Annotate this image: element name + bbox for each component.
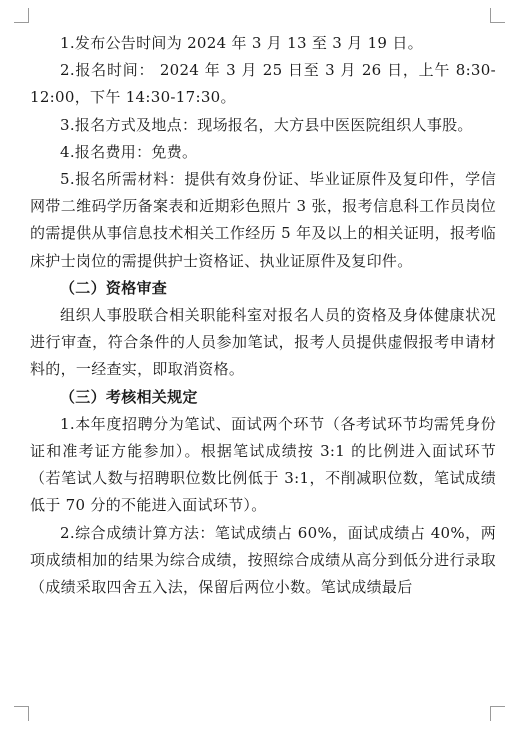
section-heading-assessment-rules: （三）考核相关规定 — [60, 387, 198, 406]
paragraph-qualification-review: 组织人事股联合相关职能科室对报名人员的资格及身体健康状况进行审查，符合条件的人员参加笔试，报考人员提供虚假报考申请材料的，一经查实，即取消资格。 — [30, 306, 496, 379]
page-corner-mark — [490, 8, 505, 23]
page-corner-mark — [14, 8, 29, 23]
paragraph-required-materials: 5.报名所需材料：提供有效身份证、毕业证原件及复印件，学信网带二维码学历备案表和近期彩色照片 3 张，报考信息科工作员岗位的需提供从事信息技术相关工作经历 5 年及以上的相关证明，报考临床护士岗位的需提供护士资格证、执业证原件及复印件。 — [30, 170, 496, 270]
page-corner-mark — [490, 706, 505, 721]
paragraph-publish-time: 1.发布公告时间为 2024 年 3 月 13 至 3 月 19 日。 — [60, 34, 423, 52]
paragraph-registration-fee: 4.报名费用：免费。 — [60, 142, 198, 161]
page-corner-mark — [14, 706, 29, 721]
paragraph-registration-method: 3.报名方式及地点：现场报名，大方县中医医院组织人事股。 — [60, 115, 473, 134]
paragraph-exam-stages: 1.本年度招聘分为笔试、面试两个环节（各考试环节均需凭身份证和准考证方能参加）。根据笔试成绩按 3:1 的比例进入面试环节（若笔试人数与招聘职位数比例低于 3:1，不削减职位数，笔试成绩低于 70 分的不能进入面试环节）。 — [30, 414, 496, 515]
section-heading-qualification-review: （二）资格审查 — [60, 278, 168, 297]
paragraph-score-calculation: 2.综合成绩计算方法：笔试成绩占 60%，面试成绩占 40%，两项成绩相加的结果为综合成绩，按照综合成绩从高分到低分进行录取（成绩采取四舍五入法，保留后两位小数。笔试成绩最后 — [30, 523, 496, 597]
paragraph-registration-time: 2.报名时间： 2024 年 3 月 25 日至 3 月 26 日，上午 8:30-12:00，下午 14:30-17:30。 — [30, 61, 496, 107]
document-body — [30, 30, 496, 601]
